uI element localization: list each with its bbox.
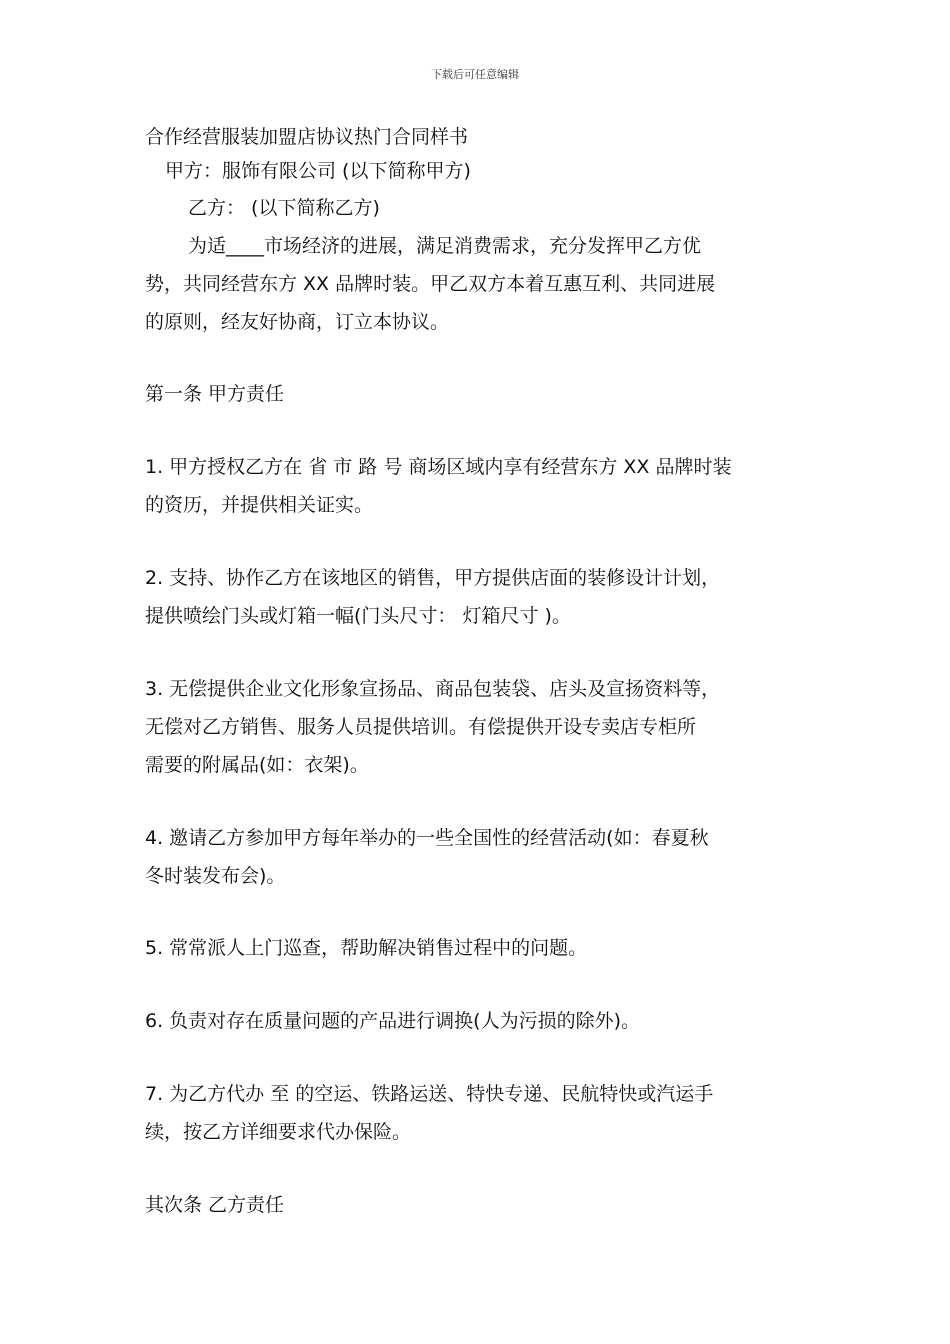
document-title: 合作经营服装加盟店协议热门合同样书 [145,126,469,148]
clause-line: 提供喷绘门头或灯箱一幅(门头尺寸： 灯箱尺寸 )。 [145,605,571,627]
clause-line: 4. 邀请乙方参加甲方每年举办的一些全国性的经营活动(如：春夏秋 [145,827,709,849]
intro-line: 的原则，经友好协商，订立本协议。 [145,311,450,333]
clause-line: 无偿对乙方销售、服务人员提供培训。有偿提供开设专卖店专柜所 [145,716,697,738]
clause-line: 冬时装发布会)。 [145,865,286,887]
page-header-note: 下载后可任意编辑 [431,68,519,81]
clause-line: 6. 负责对存在质量问题的产品进行调换(人为污损的除外)。 [145,1010,640,1032]
clause-line: 的资历，并提供相关证实。 [145,494,374,516]
intro-line: 为适____市场经济的进展，满足消费需求，充分发挥甲乙方优 [188,235,702,257]
clause-line: 1. 甲方授权乙方在 省 市 路 号 商场区域内享有经营东方 XX 品牌时装 [145,456,732,478]
party-a-line: 甲方：服饰有限公司 (以下简称甲方) [165,160,471,182]
clause-line: 7. 为乙方代办 至 的空运、铁路运送、特快专递、民航特快或汽运手 [145,1083,714,1105]
clause-line: 3. 无偿提供企业文化形象宣扬品、商品包装袋、店头及宣扬资料等， [145,678,721,700]
clause-line: 5. 常常派人上门巡查，帮助解决销售过程中的问题。 [145,937,588,959]
section-heading-party-b: 其次条 乙方责任 [145,1194,285,1216]
clause-line: 续，按乙方详细要求代办保险。 [145,1121,412,1143]
clause-line: 需要的附属品(如：衣架)。 [145,754,369,776]
intro-line: 势，共同经营东方 XX 品牌时装。甲乙双方本着互惠互利、共同进展 [145,273,716,295]
section-heading-party-a: 第一条 甲方责任 [145,383,285,405]
clause-line: 2. 支持、协作乙方在该地区的销售，甲方提供店面的装修设计计划， [145,567,721,589]
party-b-line: 乙方： (以下简称乙方) [188,197,380,219]
